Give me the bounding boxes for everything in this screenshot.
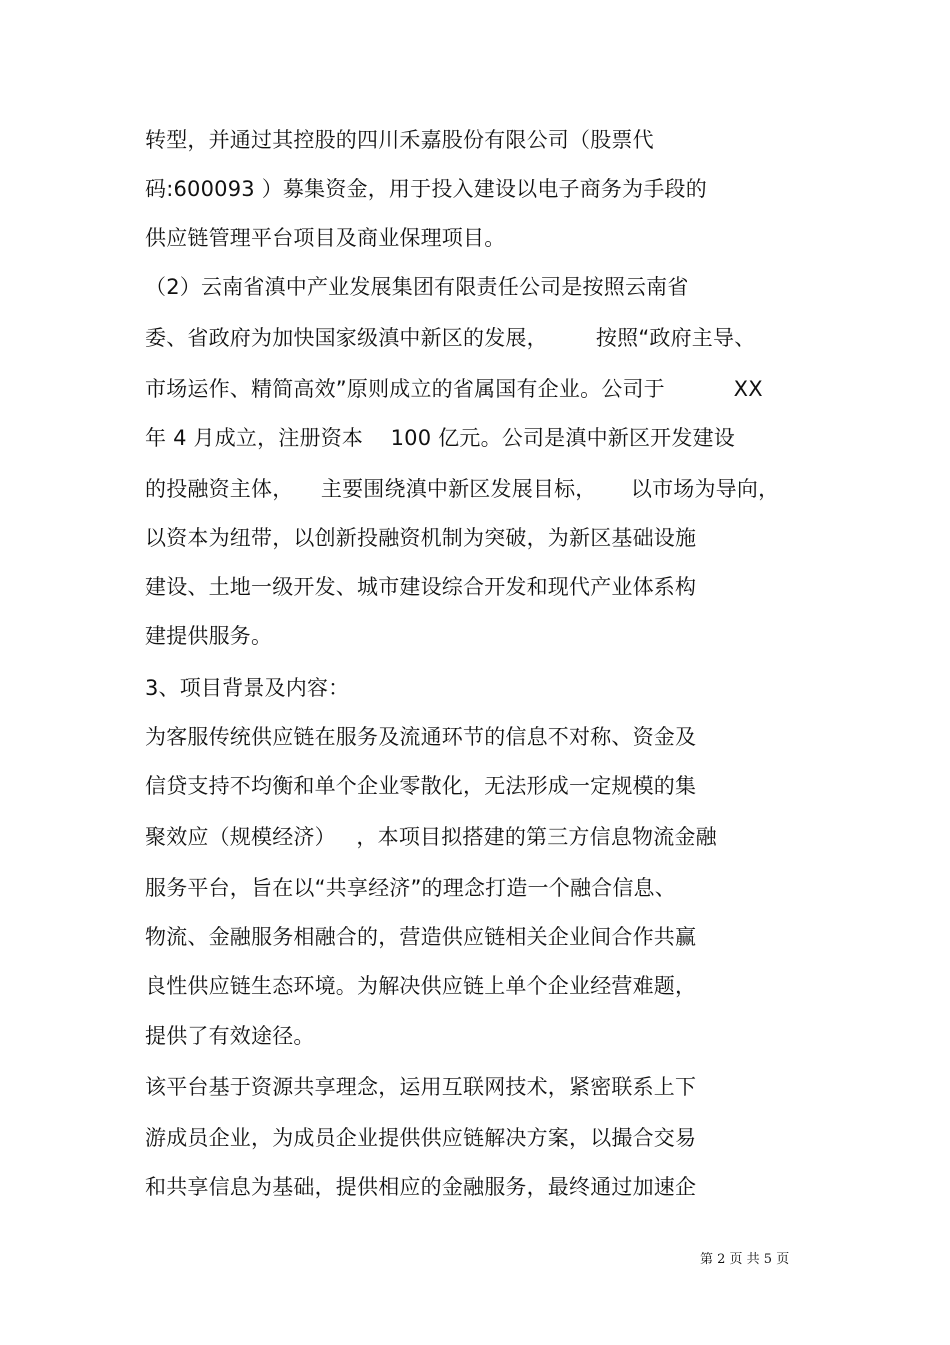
text-line: 信贷支持不均衡和单个企业零散化，无法形成一定规模的集 bbox=[145, 774, 697, 798]
text-line: 码:600093 ）募集资金，用于投入建设以电子商务为手段的 bbox=[145, 177, 707, 201]
text-line: 为客服传统供应链在服务及流通环节的信息不对称、资金及 bbox=[145, 725, 697, 749]
text-line: 委、省政府为加快国家级滇中新区的发展， 按照“政府主导、 bbox=[145, 326, 756, 350]
text-line: 服务平台，旨在以“共享经济”的理念打造一个融合信息、 bbox=[145, 876, 676, 900]
text-line: 提供了有效途径。 bbox=[145, 1024, 315, 1048]
text-line: 聚效应（规模经济） ，本项目拟搭建的第三方信息物流金融 bbox=[145, 825, 717, 849]
text-line: 该平台基于资源共享理念，运用互联网技术，紧密联系上下 bbox=[145, 1075, 697, 1099]
text-line: 和共享信息为基础，提供相应的金融服务，最终通过加速企 bbox=[145, 1175, 697, 1199]
text-line: 转型，并通过其控股的四川禾嘉股份有限公司（股票代 bbox=[145, 128, 654, 152]
text-line: 以资本为纽带，以创新投融资机制为突破，为新区基础设施 bbox=[145, 526, 697, 550]
text-line: 建提供服务。 bbox=[145, 624, 273, 648]
text-line: 年 4 月成立，注册资本 100 亿元。公司是滇中新区开发建设 bbox=[145, 426, 735, 450]
text-line: 建设、土地一级开发、城市建设综合开发和现代产业体系构 bbox=[145, 575, 697, 599]
text-line: 市场运作、精简高效”原则成立的省属国有企业。公司于 XX bbox=[145, 377, 763, 401]
section-heading: 3、项目背景及内容： bbox=[145, 676, 350, 700]
text-line: （2）云南省滇中产业发展集团有限责任公司是按照云南省 bbox=[145, 275, 689, 299]
page-number: 第 2 页 共 5 页 bbox=[700, 1252, 790, 1267]
text-line: 良性供应链生态环境。为解决供应链上单个企业经营难题， bbox=[145, 974, 697, 998]
text-line: 游成员企业，为成员企业提供供应链解决方案，以撮合交易 bbox=[145, 1126, 697, 1150]
text-line: 的投融资主体， 主要围绕滇中新区发展目标， 以市场为导向， bbox=[145, 477, 780, 501]
text-line: 物流、金融服务相融合的，营造供应链相关企业间合作共赢 bbox=[145, 925, 697, 949]
text-line: 供应链管理平台项目及商业保理项目。 bbox=[145, 226, 506, 250]
